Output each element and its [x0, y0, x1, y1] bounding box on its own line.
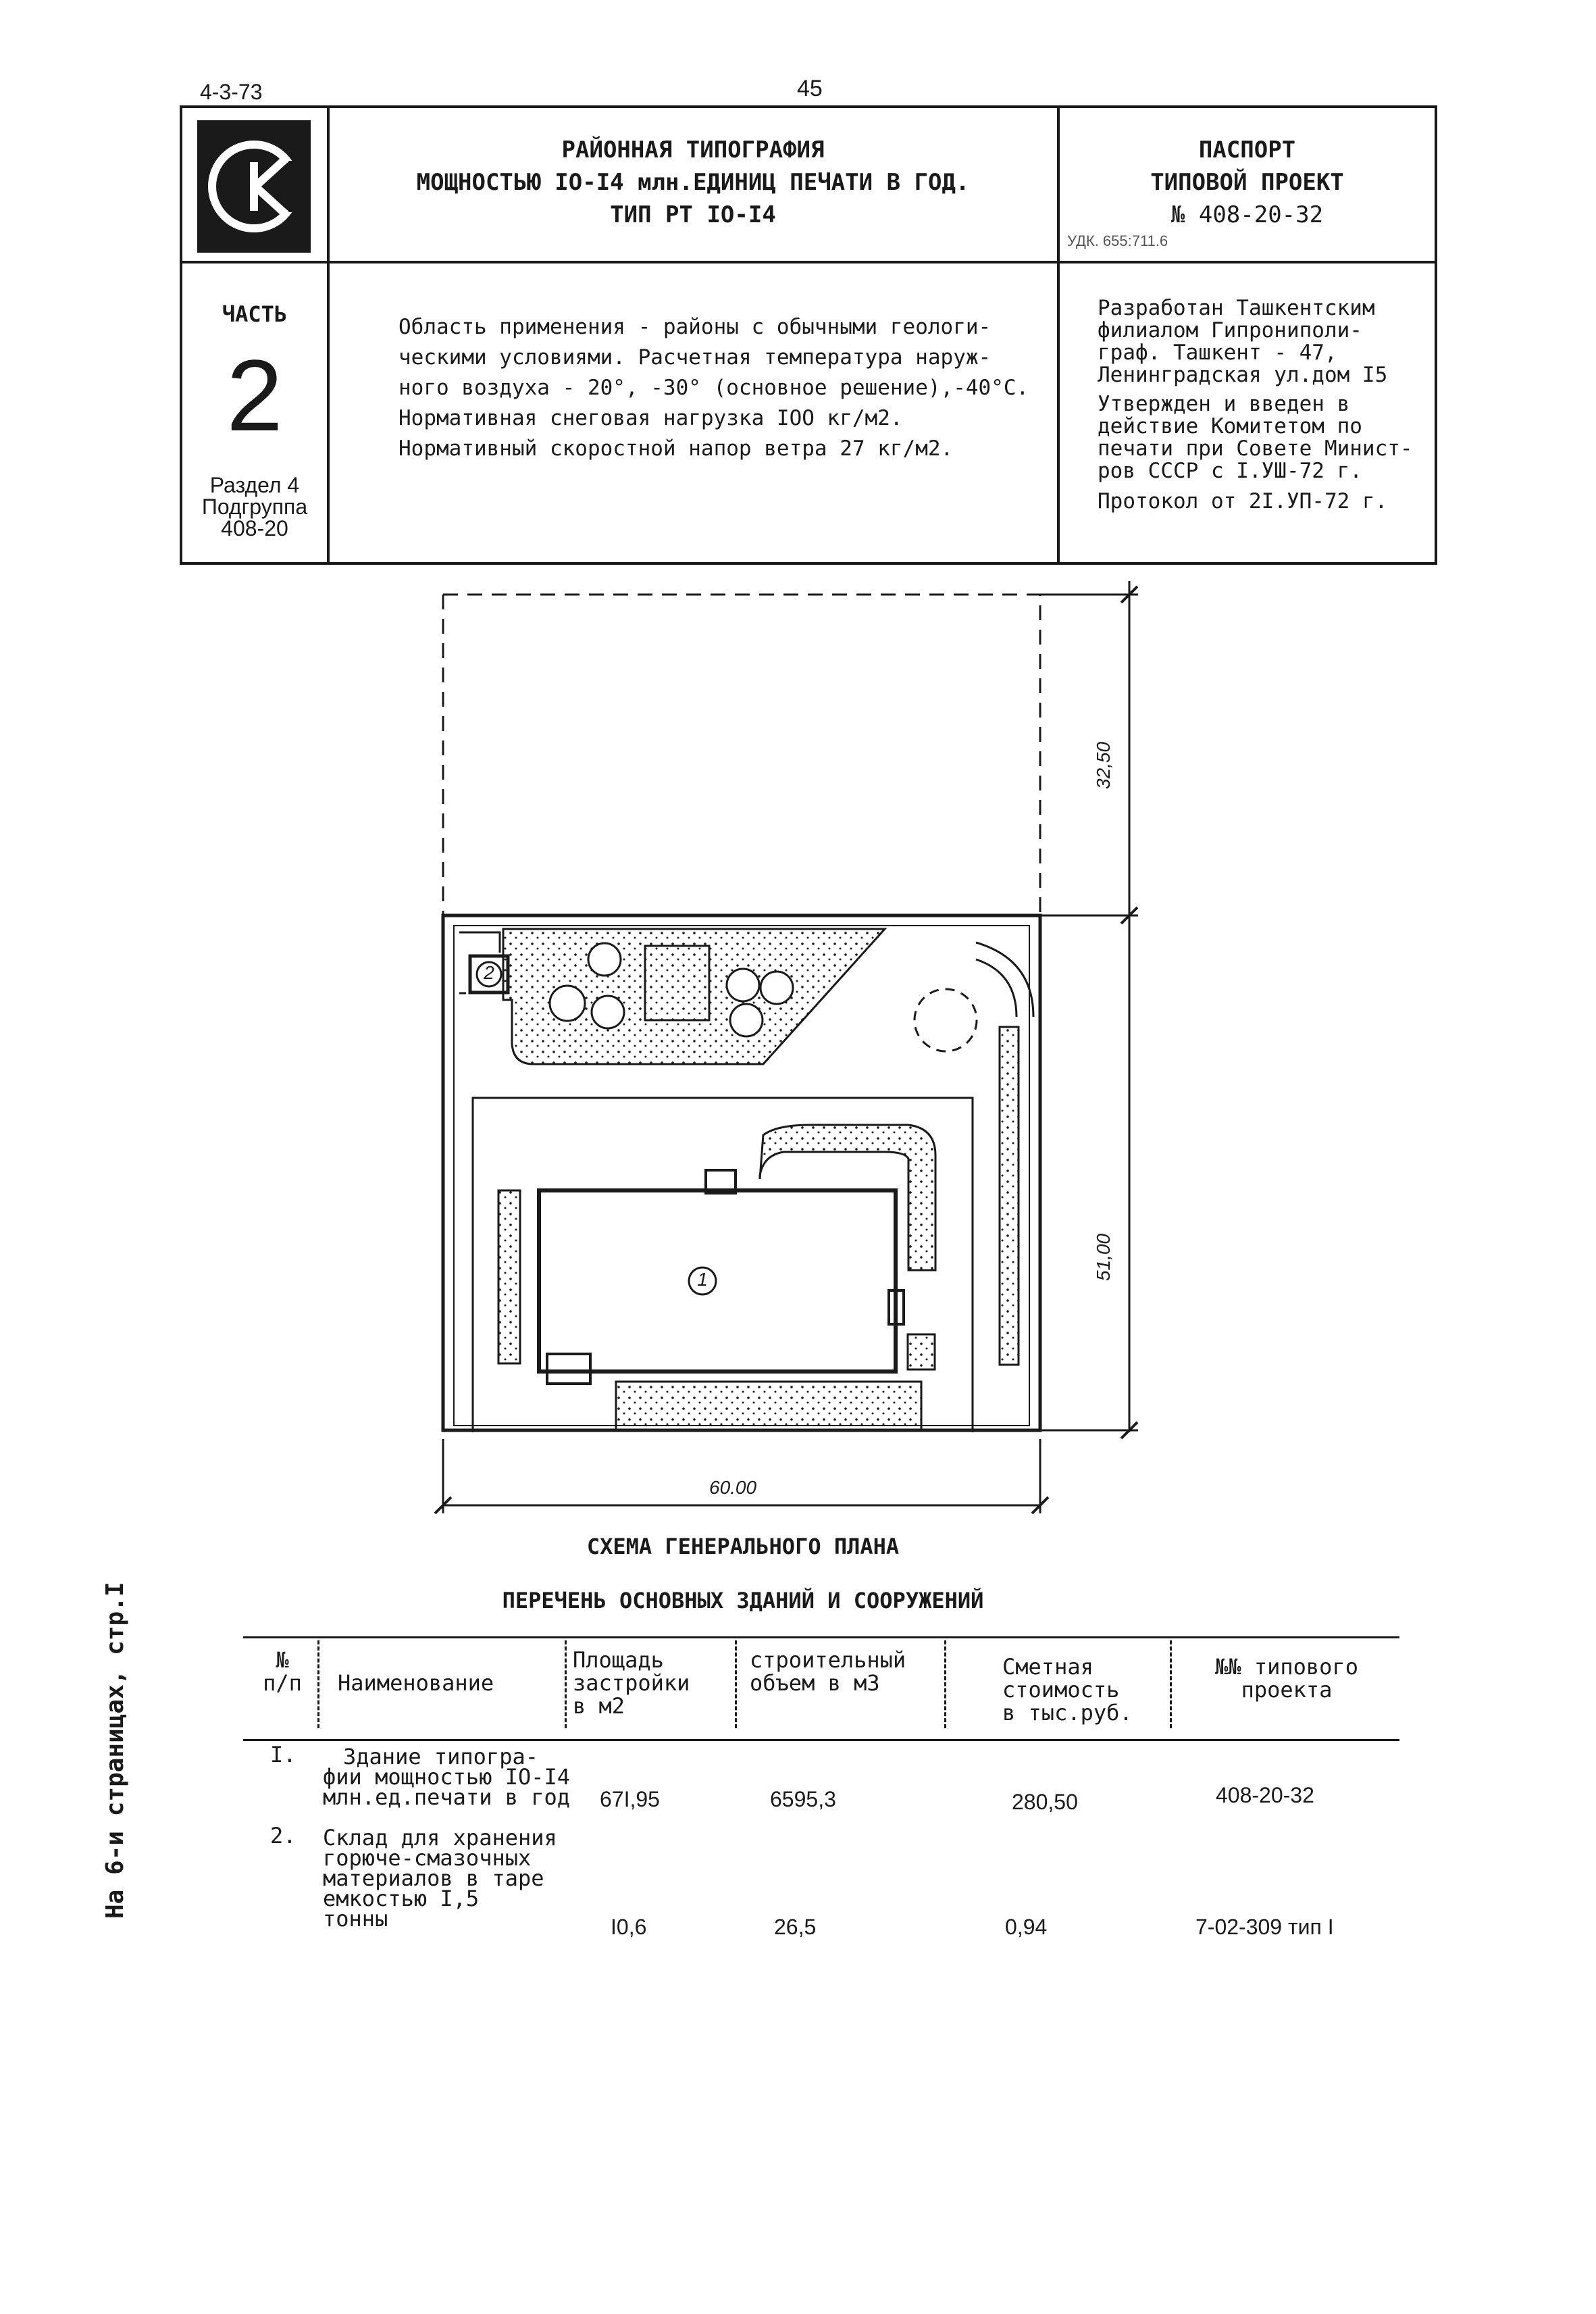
- row-name-line: материалов в таре: [323, 1865, 544, 1891]
- row-cost: 0,94: [1005, 1915, 1048, 1939]
- description-line: Нормативный скоростной напор ветра 27 кг/м2.: [398, 436, 954, 461]
- passport-line: № 408-20-32: [1170, 201, 1324, 228]
- doc-title-line: РАЙОННАЯ ТИПОГРАФИЯ: [561, 136, 825, 164]
- row-name-line: Склад для хранения: [323, 1825, 557, 1851]
- header-line: застройки: [573, 1670, 690, 1696]
- row-volume: 26,5: [774, 1915, 817, 1939]
- part-number: 2: [226, 338, 283, 452]
- developer-line: действие Комитетом по: [1098, 414, 1362, 438]
- table-col-separator: [565, 1640, 567, 1728]
- header-line: п/п: [263, 1670, 302, 1696]
- plan-caption: СХЕМА ГЕНЕРАЛЬНОГО ПЛАНА: [586, 1534, 900, 1559]
- row-name-line: горюче-смазочных: [323, 1845, 532, 1871]
- header-line: в тыс.руб.: [1002, 1700, 1133, 1726]
- dimension-width-label: 60.00: [709, 1477, 757, 1498]
- dashed-circle: [915, 989, 977, 1051]
- table-header-area: [573, 1649, 735, 1717]
- row-project: 408-20-32: [1216, 1783, 1314, 1807]
- row-name: [323, 1825, 580, 1932]
- tree: [588, 943, 621, 976]
- header-line: №№ типового: [1215, 1654, 1358, 1680]
- table-col-separator: [735, 1640, 737, 1728]
- developer-line: Ленинградская ул.дом I5: [1098, 363, 1388, 387]
- row-num: 2.: [270, 1823, 297, 1848]
- header-line: Наименование: [338, 1670, 494, 1696]
- green-area-east: [1000, 1027, 1019, 1365]
- side-note: На 6-и страницах, стр.I: [101, 1582, 129, 1919]
- row-name: [323, 1744, 580, 1810]
- description-line: ного воздуха - 20°, -30° (основное решение),-40°С.: [398, 376, 1029, 400]
- row-volume: 6595,3: [770, 1787, 836, 1811]
- dimension-bottom-label: 51,00: [1093, 1233, 1114, 1281]
- plot-boundary-upper: [443, 595, 1040, 915]
- green-area-bottom: [616, 1382, 921, 1430]
- table-header-volume: [750, 1649, 946, 1694]
- developer-line: ров СССР с I.УШ-72 г.: [1098, 459, 1362, 483]
- part-label: ЧАСТЬ: [222, 301, 288, 327]
- green-area-right: [760, 1125, 935, 1270]
- section-line: Подгруппа: [201, 495, 308, 519]
- table-col-separator: [1170, 1640, 1172, 1728]
- developer-line: Протокол от 2I.УП-72 г.: [1098, 489, 1388, 513]
- row-area: 67I,95: [600, 1787, 660, 1811]
- section-line: Раздел 4: [209, 473, 300, 497]
- description-line: Область применения - районы с обычными геологи-: [398, 315, 992, 339]
- section-line: 408-20: [221, 516, 288, 540]
- row-name-line: Здание типогра-: [343, 1744, 538, 1769]
- row-area: I0,6: [611, 1915, 647, 1939]
- table-title: ПЕРЕЧЕНЬ ОСНОВНЫХ ЗДАНИЙ И СООРУЖЕНИЙ: [502, 1588, 984, 1613]
- header-line: проекта: [1241, 1677, 1333, 1703]
- row-cost: 280,50: [1012, 1790, 1078, 1814]
- storage-marker: 2: [484, 962, 494, 983]
- table-header-name: [338, 1671, 561, 1694]
- developer-line: граф. Ташкент - 47,: [1098, 341, 1337, 365]
- header-line: Сметная: [1002, 1654, 1093, 1680]
- row-name-line: фии мощностью IO-I4: [323, 1764, 571, 1790]
- tree: [592, 996, 624, 1028]
- table-header-cost: [1002, 1655, 1164, 1724]
- row-num: I.: [270, 1742, 297, 1767]
- table-header-project: [1179, 1655, 1395, 1701]
- header-line: объем в м3: [750, 1670, 880, 1696]
- tree: [761, 972, 793, 1004]
- developer-line: Утвержден и введен в: [1098, 392, 1350, 416]
- doc-title-line: МОЩНОСТЬЮ IO-I4 млн.ЕДИНИЦ ПЕЧАТИ В ГОД.: [416, 169, 970, 196]
- tree: [730, 1004, 763, 1036]
- passport-line: ПАСПОРТ: [1198, 136, 1296, 164]
- row-name-line: тонны: [323, 1906, 388, 1932]
- header-line: Площадь: [573, 1647, 664, 1673]
- udk-code: УДК. 655:711.6: [1067, 232, 1168, 249]
- doc-title-line: ТИП РТ IO-I4: [610, 201, 776, 228]
- building-entrance-bottom: [547, 1354, 590, 1384]
- row-name-line: емкостью I,5: [323, 1886, 480, 1911]
- main-building: [539, 1190, 896, 1372]
- row-name-line: млн.ед.печати в год: [323, 1784, 571, 1810]
- dimension-top-label: 32,50: [1093, 741, 1114, 789]
- passport-line: ТИПОВОЙ ПРОЕКТ: [1150, 169, 1344, 196]
- tree: [550, 986, 585, 1021]
- page-number: 45: [797, 76, 823, 101]
- table-header-rule-top: [243, 1636, 1399, 1638]
- table-header-num: [250, 1649, 315, 1694]
- developer-line: филиалом Гипрониполи-: [1098, 318, 1362, 343]
- description-line: Нормативная снеговая нагрузка IOO кг/м2.: [398, 406, 903, 430]
- header-line: №: [276, 1647, 289, 1673]
- green-area-corner: [908, 1334, 935, 1369]
- series-code: 4-3-73: [200, 80, 263, 104]
- header-line: в м2: [573, 1693, 625, 1719]
- developer-line: печати при Совете Минист-: [1098, 436, 1413, 461]
- tree: [727, 969, 759, 1001]
- table-header-rule-bottom: [243, 1739, 1399, 1741]
- header-line: строительный: [750, 1647, 906, 1673]
- table-col-separator: [317, 1640, 319, 1728]
- green-area-left: [498, 1190, 520, 1363]
- row-project: 7-02-309 тип I: [1195, 1915, 1334, 1939]
- building-marker: 1: [697, 1269, 708, 1290]
- description-line: ческими условиями. Расчетная температура наруж-: [398, 345, 992, 370]
- header-line: стоимость: [1002, 1677, 1120, 1703]
- developer-line: Разработан Ташкентским: [1098, 296, 1375, 320]
- stair-arc: [976, 959, 1016, 1017]
